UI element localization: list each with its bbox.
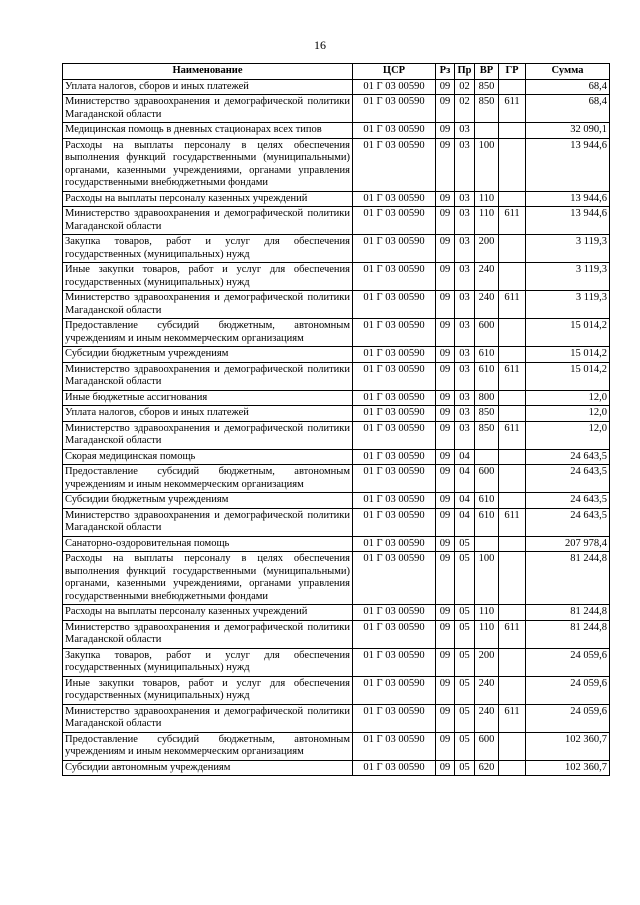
header-name: Наименование — [63, 64, 353, 80]
cell-vr: 110 — [475, 207, 499, 235]
cell-sum: 24 643,5 — [526, 508, 610, 536]
cell-pr: 05 — [455, 620, 475, 648]
cell-vr: 850 — [475, 95, 499, 123]
cell-sum: 24 643,5 — [526, 449, 610, 465]
cell-rz: 09 — [436, 235, 455, 263]
cell-gr — [499, 406, 526, 422]
cell-rz: 09 — [436, 291, 455, 319]
cell-rz: 09 — [436, 648, 455, 676]
cell-sum: 15 014,2 — [526, 319, 610, 347]
cell-sum: 24 059,6 — [526, 648, 610, 676]
table-row — [63, 138, 610, 191]
cell-gr: 611 — [499, 291, 526, 319]
cell-csr: 01 Г 03 00590 — [353, 676, 436, 704]
cell-name: Уплата налогов, сборов и иных платежей — [63, 406, 353, 422]
cell-csr: 01 Г 03 00590 — [353, 95, 436, 123]
cell-pr: 04 — [455, 493, 475, 509]
cell-vr — [475, 123, 499, 139]
cell-vr: 600 — [475, 732, 499, 760]
cell-rz: 09 — [436, 390, 455, 406]
table-row — [63, 704, 610, 732]
budget-table — [62, 63, 610, 776]
cell-gr: 611 — [499, 362, 526, 390]
cell-csr: 01 Г 03 00590 — [353, 207, 436, 235]
cell-sum: 15 014,2 — [526, 362, 610, 390]
cell-gr — [499, 235, 526, 263]
cell-vr: 240 — [475, 263, 499, 291]
cell-pr: 03 — [455, 191, 475, 207]
cell-pr: 05 — [455, 605, 475, 621]
cell-vr: 610 — [475, 493, 499, 509]
cell-rz: 09 — [436, 138, 455, 191]
header-rz: Рз — [436, 64, 455, 80]
cell-pr: 02 — [455, 95, 475, 123]
cell-pr: 03 — [455, 390, 475, 406]
cell-rz: 09 — [436, 95, 455, 123]
cell-csr: 01 Г 03 00590 — [353, 732, 436, 760]
table-row — [63, 406, 610, 422]
cell-pr: 05 — [455, 648, 475, 676]
cell-vr: 110 — [475, 620, 499, 648]
cell-gr — [499, 191, 526, 207]
cell-sum: 24 059,6 — [526, 676, 610, 704]
cell-rz: 09 — [436, 676, 455, 704]
cell-name: Министерство здравоохранения и демографической политики Магаданской области — [63, 291, 353, 319]
cell-pr: 03 — [455, 123, 475, 139]
cell-sum: 3 119,3 — [526, 263, 610, 291]
cell-name: Субсидии автономным учреждениям — [63, 760, 353, 776]
cell-sum: 15 014,2 — [526, 347, 610, 363]
cell-pr: 05 — [455, 676, 475, 704]
cell-vr: 800 — [475, 390, 499, 406]
cell-csr: 01 Г 03 00590 — [353, 235, 436, 263]
cell-gr — [499, 732, 526, 760]
cell-name: Санаторно-оздоровительная помощь — [63, 536, 353, 552]
cell-csr: 01 Г 03 00590 — [353, 552, 436, 605]
cell-rz: 09 — [436, 79, 455, 95]
cell-sum: 3 119,3 — [526, 291, 610, 319]
cell-gr — [499, 605, 526, 621]
cell-name: Министерство здравоохранения и демографической политики Магаданской области — [63, 704, 353, 732]
cell-vr: 200 — [475, 235, 499, 263]
cell-sum: 24 643,5 — [526, 465, 610, 493]
cell-rz: 09 — [436, 620, 455, 648]
cell-rz: 09 — [436, 732, 455, 760]
cell-pr: 03 — [455, 263, 475, 291]
cell-gr — [499, 449, 526, 465]
cell-name: Иные закупки товаров, работ и услуг для обеспечения государственных (муниципальных) нужд — [63, 263, 353, 291]
header-csr: ЦСР — [353, 64, 436, 80]
cell-csr: 01 Г 03 00590 — [353, 605, 436, 621]
cell-gr — [499, 347, 526, 363]
cell-gr — [499, 536, 526, 552]
cell-pr: 03 — [455, 362, 475, 390]
table-row — [63, 362, 610, 390]
cell-pr: 05 — [455, 536, 475, 552]
cell-csr: 01 Г 03 00590 — [353, 347, 436, 363]
cell-vr: 600 — [475, 465, 499, 493]
cell-pr: 03 — [455, 235, 475, 263]
table-row — [63, 465, 610, 493]
cell-vr: 100 — [475, 552, 499, 605]
cell-vr: 110 — [475, 191, 499, 207]
table-body — [63, 79, 610, 776]
cell-csr: 01 Г 03 00590 — [353, 263, 436, 291]
table-row — [63, 449, 610, 465]
table-row — [63, 263, 610, 291]
cell-name: Иные закупки товаров, работ и услуг для обеспечения государственных (муниципальных) нужд — [63, 676, 353, 704]
cell-csr: 01 Г 03 00590 — [353, 465, 436, 493]
cell-csr: 01 Г 03 00590 — [353, 508, 436, 536]
cell-csr: 01 Г 03 00590 — [353, 449, 436, 465]
cell-rz: 09 — [436, 123, 455, 139]
cell-gr — [499, 319, 526, 347]
cell-sum: 24 059,6 — [526, 704, 610, 732]
cell-pr: 03 — [455, 291, 475, 319]
cell-sum: 13 944,6 — [526, 138, 610, 191]
cell-rz: 09 — [436, 449, 455, 465]
cell-sum: 13 944,6 — [526, 207, 610, 235]
cell-rz: 09 — [436, 704, 455, 732]
page-number: 16 — [314, 38, 326, 52]
cell-rz: 09 — [436, 406, 455, 422]
table-row — [63, 291, 610, 319]
table-row — [63, 760, 610, 776]
cell-gr — [499, 390, 526, 406]
table-row — [63, 123, 610, 139]
cell-sum: 102 360,7 — [526, 760, 610, 776]
cell-pr: 05 — [455, 732, 475, 760]
cell-vr — [475, 536, 499, 552]
cell-gr: 611 — [499, 421, 526, 449]
table-row — [63, 648, 610, 676]
table-row — [63, 676, 610, 704]
cell-vr — [475, 449, 499, 465]
cell-pr: 03 — [455, 347, 475, 363]
cell-pr: 03 — [455, 421, 475, 449]
cell-name: Медицинская помощь в дневных стационарах всех типов — [63, 123, 353, 139]
cell-sum: 68,4 — [526, 79, 610, 95]
cell-csr: 01 Г 03 00590 — [353, 620, 436, 648]
cell-name: Субсидии бюджетным учреждениям — [63, 493, 353, 509]
cell-gr — [499, 123, 526, 139]
cell-csr: 01 Г 03 00590 — [353, 291, 436, 319]
cell-rz: 09 — [436, 493, 455, 509]
cell-sum: 81 244,8 — [526, 620, 610, 648]
cell-name: Субсидии бюджетным учреждениям — [63, 347, 353, 363]
header-vr: ВР — [475, 64, 499, 80]
cell-vr: 850 — [475, 406, 499, 422]
cell-rz: 09 — [436, 508, 455, 536]
table-row — [63, 552, 610, 605]
cell-name: Министерство здравоохранения и демографической политики Магаданской области — [63, 362, 353, 390]
cell-pr: 03 — [455, 319, 475, 347]
cell-vr: 610 — [475, 347, 499, 363]
cell-sum: 32 090,1 — [526, 123, 610, 139]
cell-vr: 620 — [475, 760, 499, 776]
cell-gr: 611 — [499, 620, 526, 648]
cell-csr: 01 Г 03 00590 — [353, 390, 436, 406]
table-row — [63, 390, 610, 406]
cell-sum: 12,0 — [526, 406, 610, 422]
cell-rz: 09 — [436, 191, 455, 207]
cell-gr — [499, 465, 526, 493]
cell-gr: 611 — [499, 95, 526, 123]
table-row — [63, 493, 610, 509]
table-row — [63, 235, 610, 263]
cell-name: Иные бюджетные ассигнования — [63, 390, 353, 406]
cell-rz: 09 — [436, 421, 455, 449]
cell-csr: 01 Г 03 00590 — [353, 79, 436, 95]
cell-csr: 01 Г 03 00590 — [353, 421, 436, 449]
cell-rz: 09 — [436, 207, 455, 235]
cell-sum: 68,4 — [526, 95, 610, 123]
table-row — [63, 319, 610, 347]
cell-csr: 01 Г 03 00590 — [353, 536, 436, 552]
cell-sum: 102 360,7 — [526, 732, 610, 760]
cell-vr: 240 — [475, 704, 499, 732]
cell-pr: 04 — [455, 449, 475, 465]
cell-name: Расходы на выплаты персоналу в целях обеспечения выполнения функций государственными (муниципальными) органами, казенными учреждениями, органами управления государственными внебюджетными фондами — [63, 552, 353, 605]
header-pr: Пр — [455, 64, 475, 80]
cell-rz: 09 — [436, 760, 455, 776]
cell-vr: 240 — [475, 676, 499, 704]
table-row — [63, 536, 610, 552]
cell-rz: 09 — [436, 605, 455, 621]
cell-gr — [499, 676, 526, 704]
cell-name: Предоставление субсидий бюджетным, автономным учреждениям и иным некоммерческим организациям — [63, 732, 353, 760]
table-row — [63, 620, 610, 648]
table-row — [63, 79, 610, 95]
cell-name: Министерство здравоохранения и демографической политики Магаданской области — [63, 508, 353, 536]
cell-csr: 01 Г 03 00590 — [353, 362, 436, 390]
cell-name: Министерство здравоохранения и демографической политики Магаданской области — [63, 207, 353, 235]
cell-sum: 3 119,3 — [526, 235, 610, 263]
cell-csr: 01 Г 03 00590 — [353, 138, 436, 191]
cell-sum: 12,0 — [526, 390, 610, 406]
cell-name: Расходы на выплаты персоналу казенных учреждений — [63, 605, 353, 621]
table-row — [63, 421, 610, 449]
cell-vr: 610 — [475, 362, 499, 390]
cell-vr: 100 — [475, 138, 499, 191]
cell-vr: 850 — [475, 79, 499, 95]
cell-csr: 01 Г 03 00590 — [353, 319, 436, 347]
table-row — [63, 95, 610, 123]
cell-vr: 200 — [475, 648, 499, 676]
cell-sum: 81 244,8 — [526, 552, 610, 605]
cell-name: Уплата налогов, сборов и иных платежей — [63, 79, 353, 95]
cell-rz: 09 — [436, 552, 455, 605]
cell-sum: 81 244,8 — [526, 605, 610, 621]
cell-name: Предоставление субсидий бюджетным, автономным учреждениям и иным некоммерческим организациям — [63, 319, 353, 347]
cell-rz: 09 — [436, 465, 455, 493]
cell-csr: 01 Г 03 00590 — [353, 704, 436, 732]
cell-sum: 12,0 — [526, 421, 610, 449]
cell-name: Закупка товаров, работ и услуг для обеспечения государственных (муниципальных) нужд — [63, 235, 353, 263]
cell-pr: 03 — [455, 138, 475, 191]
cell-rz: 09 — [436, 362, 455, 390]
cell-pr: 05 — [455, 704, 475, 732]
cell-gr — [499, 648, 526, 676]
cell-csr: 01 Г 03 00590 — [353, 493, 436, 509]
cell-name: Закупка товаров, работ и услуг для обеспечения государственных (муниципальных) нужд — [63, 648, 353, 676]
cell-pr: 05 — [455, 760, 475, 776]
table-row — [63, 508, 610, 536]
cell-name: Министерство здравоохранения и демографической политики Магаданской области — [63, 620, 353, 648]
cell-gr — [499, 263, 526, 291]
cell-csr: 01 Г 03 00590 — [353, 760, 436, 776]
cell-rz: 09 — [436, 263, 455, 291]
cell-name: Расходы на выплаты персоналу в целях обеспечения выполнения функций государственными (муниципальными) органами, казенными учреждениями, органами управления государственными внебюджетными фондами — [63, 138, 353, 191]
header-gr: ГР — [499, 64, 526, 80]
cell-vr: 110 — [475, 605, 499, 621]
cell-pr: 03 — [455, 207, 475, 235]
table-row — [63, 732, 610, 760]
table-header-row — [63, 64, 610, 80]
cell-csr: 01 Г 03 00590 — [353, 191, 436, 207]
cell-vr: 600 — [475, 319, 499, 347]
cell-pr: 03 — [455, 406, 475, 422]
table-row — [63, 347, 610, 363]
cell-name: Скорая медицинская помощь — [63, 449, 353, 465]
cell-pr: 02 — [455, 79, 475, 95]
cell-name: Предоставление субсидий бюджетным, автономным учреждениям и иным некоммерческим организациям — [63, 465, 353, 493]
cell-rz: 09 — [436, 347, 455, 363]
cell-vr: 610 — [475, 508, 499, 536]
cell-gr — [499, 552, 526, 605]
cell-pr: 05 — [455, 552, 475, 605]
cell-gr — [499, 493, 526, 509]
cell-vr: 240 — [475, 291, 499, 319]
cell-sum: 207 978,4 — [526, 536, 610, 552]
cell-gr: 611 — [499, 508, 526, 536]
cell-csr: 01 Г 03 00590 — [353, 406, 436, 422]
cell-name: Расходы на выплаты персоналу казенных учреждений — [63, 191, 353, 207]
cell-gr — [499, 138, 526, 191]
cell-rz: 09 — [436, 319, 455, 347]
cell-rz: 09 — [436, 536, 455, 552]
table-row — [63, 605, 610, 621]
cell-vr: 850 — [475, 421, 499, 449]
header-sum: Сумма — [526, 64, 610, 80]
cell-sum: 24 643,5 — [526, 493, 610, 509]
cell-gr — [499, 79, 526, 95]
cell-pr: 04 — [455, 508, 475, 536]
table-row — [63, 191, 610, 207]
cell-name: Министерство здравоохранения и демографической политики Магаданской области — [63, 421, 353, 449]
cell-gr — [499, 760, 526, 776]
cell-name: Министерство здравоохранения и демографической политики Магаданской области — [63, 95, 353, 123]
cell-csr: 01 Г 03 00590 — [353, 123, 436, 139]
cell-gr: 611 — [499, 207, 526, 235]
cell-csr: 01 Г 03 00590 — [353, 648, 436, 676]
table-row — [63, 207, 610, 235]
cell-pr: 04 — [455, 465, 475, 493]
cell-sum: 13 944,6 — [526, 191, 610, 207]
cell-gr: 611 — [499, 704, 526, 732]
